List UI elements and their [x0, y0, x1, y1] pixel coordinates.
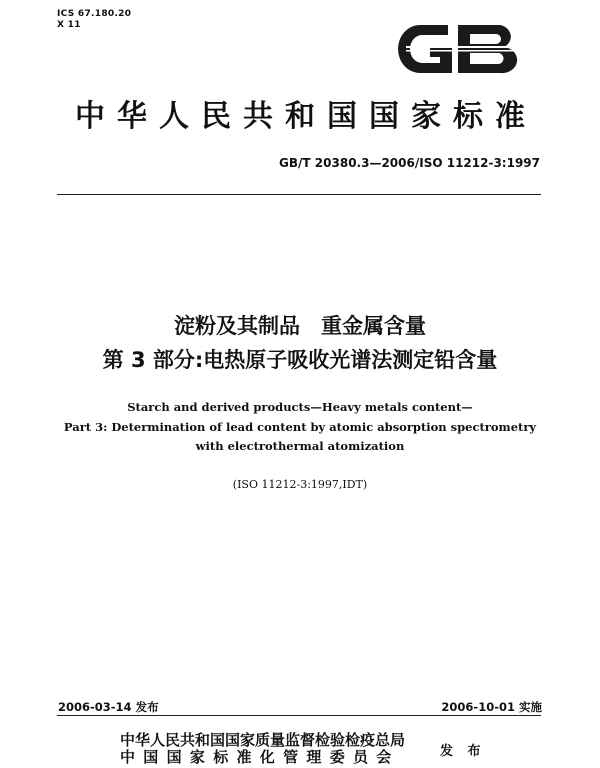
cn-title-line-2: 第 3 部分:电热原子吸收光谱法测定铅含量	[102, 348, 498, 372]
implement-date: 2006-10-01 实施	[441, 700, 542, 714]
cn-title-line-1: 淀粉及其制品 重金属含量	[174, 314, 426, 338]
top-divider	[57, 194, 541, 195]
standard-number: GB/T 20380.3—2006/ISO 11212-3:1997	[279, 156, 540, 170]
issuer-1: 中华人民共和国国家质量监督检验检疫总局	[120, 731, 406, 749]
ics-code: ICS 67.180.20	[57, 9, 132, 19]
issuing-authorities	[120, 732, 405, 766]
en-title-line-1: Starch and derived products—Heavy metals content—	[127, 400, 473, 414]
class-code: X 11	[57, 20, 81, 30]
issue-date: 2006-03-14 发布	[58, 700, 159, 714]
national-standard-title: 中华人民共和国国家标准	[75, 99, 537, 134]
en-title-line-2: Part 3: Determination of lead content by atomic absorption spectrometry	[63, 420, 537, 434]
bottom-divider	[57, 715, 541, 716]
iso-reference: (ISO 11212-3:1997,IDT)	[232, 478, 368, 491]
publish-label: 发 布	[440, 744, 486, 759]
classification-codes	[57, 9, 131, 31]
gb-logo	[396, 19, 522, 79]
en-title-line-3: with electrothermal atomization	[195, 439, 405, 453]
issuer-2: 中国国家标准化管理委员会	[120, 748, 400, 766]
